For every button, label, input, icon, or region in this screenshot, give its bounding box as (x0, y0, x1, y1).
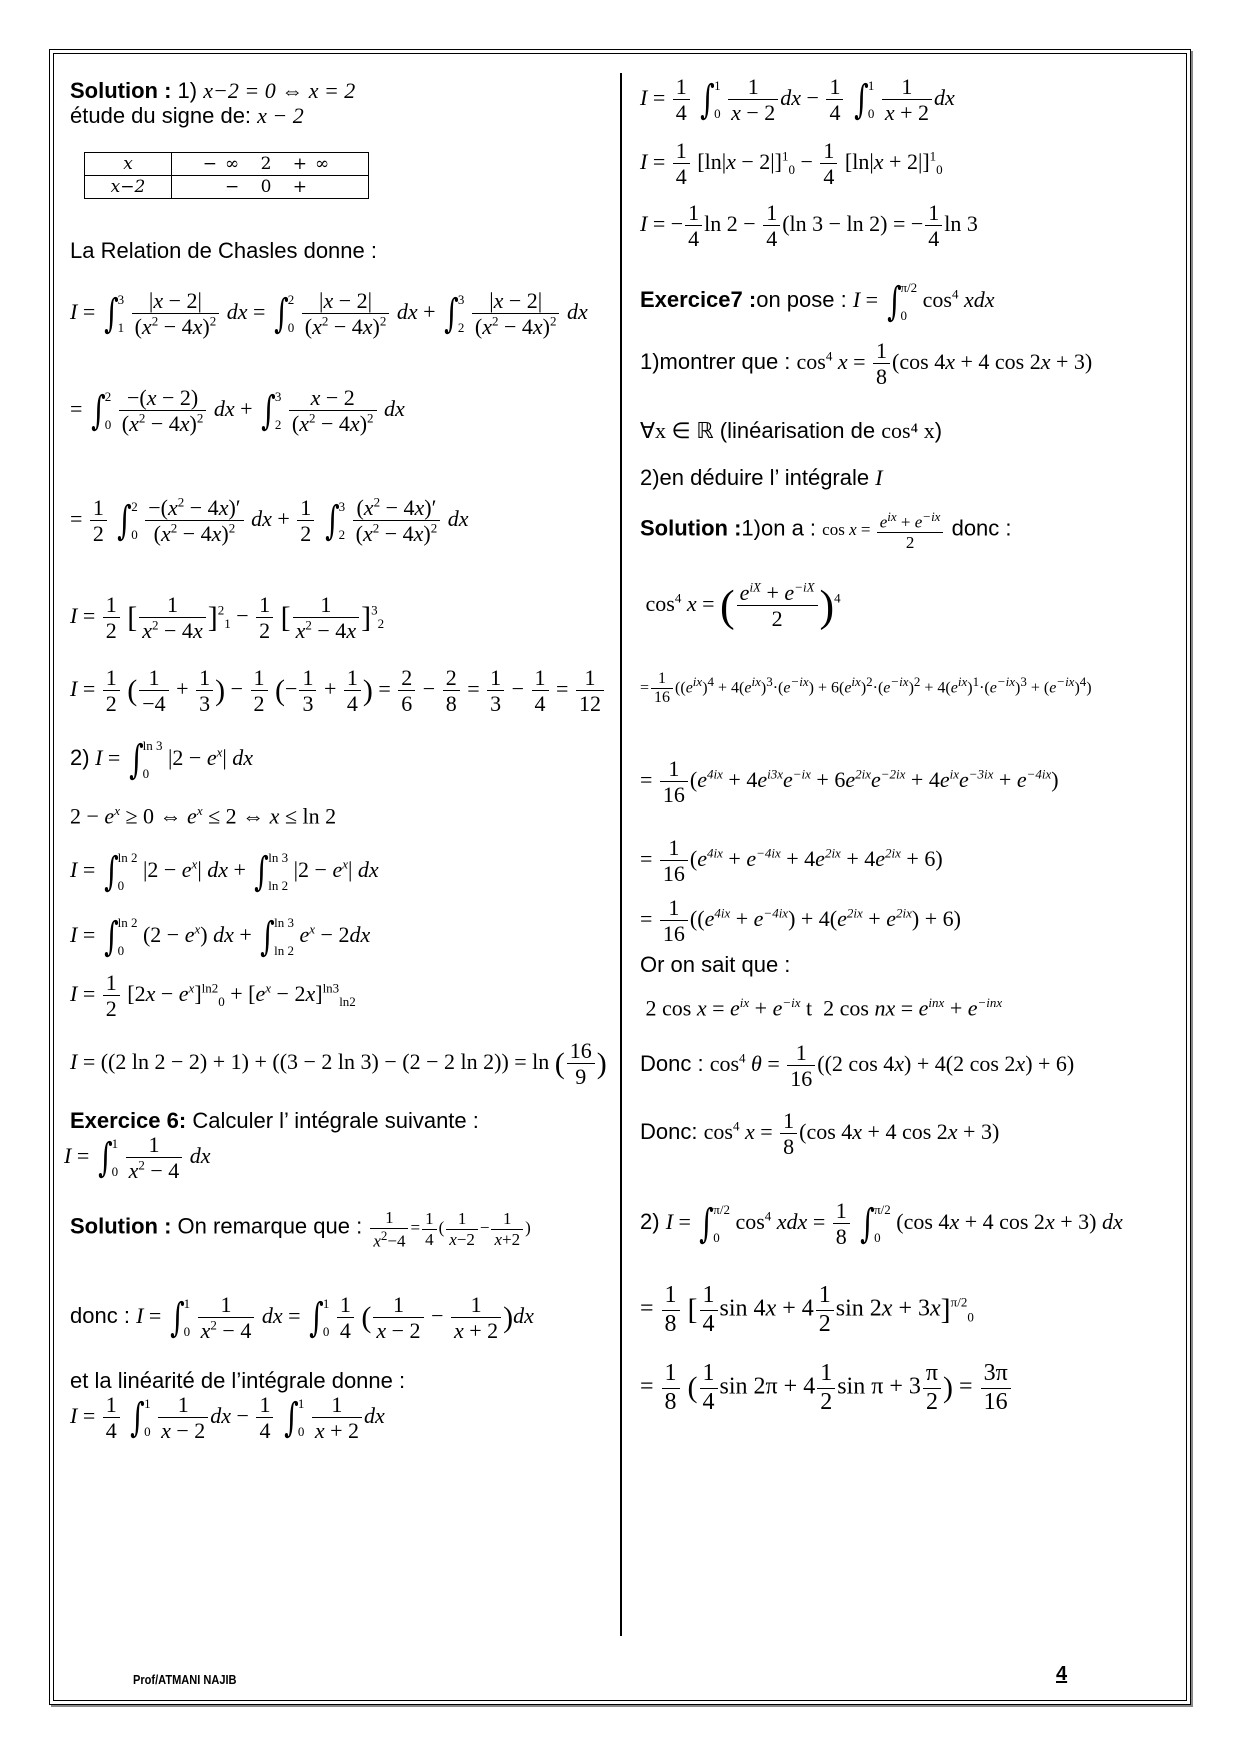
part-2-integral: 2) I = ∫ π/2 0 $\cos^4$ xdx = $\frac{1}{8}$ ∫ π/2 0 (cos 4x + 4 cos 2x + 3) dx (640, 1198, 1123, 1250)
donc-line: donc : I = ∫ 1 0 $\frac{1}{x^2 - 4}$ dx = ∫ 1 0 $\frac{1}{4}$ ( $\frac{1}{x - 2}$ − $\frac{1}{x + 2}$ )dx (70, 1292, 534, 1344)
column-divider (620, 73, 622, 1636)
question-2: 2)en déduire l’ intégrale I (640, 465, 883, 490)
r-equation-5: = $\frac{1}{16}$ $((e^{ix})^4 + 4(e^{ix})^3\cdot(e^{-ix}) + 6(e^{ix})^2\cdot(e^{-ix})^2 + 4(e^{ix})^1\cdot(e^{-ix})^3 + (e^{-ix})^4)$ (640, 670, 1092, 707)
sign-table-row: x−2 − 0 + (85, 176, 369, 199)
equation-10: I = ((2 ln 2 − 2) + 1) + ((3 − 2 ln 3) − (2 − 2 ln 2)) = ln ( $\frac{16}{9}$ ) (70, 1038, 607, 1090)
part-2-statement: 2) I = ∫ ln 3 0 $|2 - e^x|$ dx (70, 737, 254, 783)
r-equation-11: = $\frac{1}{8}$ ( $\frac{1}{4}$ sin 2π + 4 $\frac{1}{2}$ sin π + 3 $\frac{\pi}{2}$ ) = $\frac{3\pi}{16}$ (640, 1360, 1013, 1416)
exercise-7-heading: Exercice7 :on pose : I = ∫ π/2 0 $\cos^4$ xdx (640, 279, 995, 325)
equation-6: $2 - e^x \ge 0$ ⇔ $e^x \le 2$ ⇔ x ≤ ln 2 (70, 803, 337, 829)
or-text: Or on sait que : (640, 952, 791, 977)
exercise-6-integral: I = ∫ 1 0 $\frac{1}{x^2 - 4}$ dx (64, 1132, 211, 1184)
r-equation-7: = $\frac{1}{16}$ $(e^{4ix} + e^{-4ix} + 4e^{2ix} + 4e^{2ix} + 6)$ (640, 835, 943, 887)
sign-study-line: étude du signe de: x − 2 (70, 103, 304, 128)
equation-2: = ∫ 2 0 $\frac{-(x - 2)}{(x^2 - 4x)^2}$ dx + ∫ 3 2 $\frac{x - 2}{(x^2 - 4x)^2}$ dx (70, 385, 405, 437)
donc-theta-line: Donc : $\cos^4 \theta$ = $\frac{1}{16}$ ((2 cos 4x) + 4(2 cos 2x) + 6) (640, 1040, 1075, 1092)
equation-5: I = $\frac{1}{2}$ ( $\frac{1}{-4}$ + $\frac{1}{3}$ ) − $\frac{1}{2}$ (− $\frac{1}{3}$ + $\frac{1}{4}$ ) = $\frac{2}{6}$ − $\frac{2}{8}$ = $\frac{1}{3}$ − $\frac{1}{4}$ = $\frac{1}{12}$ (70, 665, 606, 717)
exercise-6-heading: Exercice 6: Calculer l’ intégrale suivante : (70, 1108, 479, 1133)
question-1: 1)montrer que : $\cos^4 x$ = $\frac{1}{8}$ (cos 4x + 4 cos 2x + 3) (640, 338, 1093, 390)
linearity-equation: I = $\frac{1}{4}$ ∫ 1 0 $\frac{1}{x - 2}$ dx − $\frac{1}{4}$ ∫ 1 0 $\frac{1}{x + 2}$ dx (70, 1392, 385, 1444)
solution-1-heading: Solution : 1) x−2 = 0 ⇔ x = 2 (70, 78, 356, 103)
r-equation-6: = $\frac{1}{16}$ $(e^{4ix} + 4e^{i3x}e^{-ix} + 6e^{2ix}e^{-2ix} + 4e^{ix}e^{-3ix} + e^{-4ix})$ (640, 756, 1059, 808)
sign-table-row: x −∞ 2 +∞ (85, 153, 369, 176)
donc-result-line: Donc: $\cos^4 x$ = $\frac{1}{8}$ (cos 4x + 4 cos 2x + 3) (640, 1108, 1000, 1160)
r-equation-2: I = $\frac{1}{4}$ $[\ln|x - 2|]^1_0$ − $\frac{1}{4}$ $[\ln|x + 2|]^1_0$ (640, 138, 943, 190)
equation-3: = $\frac{1}{2}$ ∫ 2 0 $\frac{-(x^2 - 4x)'}{(x^2 - 4x)^2}$ dx + $\frac{1}{2}$ ∫ 3 2 $\frac{(x^2 - 4x)'}{(x^2 - 4x)^2}$ dx (70, 494, 469, 547)
page-number: 4 (1056, 1663, 1068, 1685)
equation-1: I = ∫ 3 1 $\frac{|x - 2|}{(x^2 - 4x)^2}$ dx = ∫ 2 0 $\frac{|x - 2|}{(x^2 - 4x)^2}$ dx + ∫ 3 2 $\frac{|x - 2|}{(x^2 - 4x)^2}$ dx (70, 288, 588, 340)
equation-9: I = $\frac{1}{2}$ $[2x - e^x]^{ln2}_0 + [e^x - 2x]^{ln3}_{ln2}$ (70, 970, 356, 1022)
r-equation-8: = $\frac{1}{16}$ $((e^{4ix} + e^{-4ix}) + 4(e^{2ix} + e^{2ix}) + 6)$ (640, 895, 961, 947)
chasles-text: La Relation de Chasles donne : (70, 238, 377, 263)
equation-8: I = ∫ ln 2 0 $(2 - e^x)$ dx + ∫ ln 3 ln 2 $e^x - 2dx$ (70, 914, 371, 960)
linearisation-note: ∀x ∈ ℝ (linéarisation de cos⁴ x) (640, 418, 943, 443)
r-equation-10: = $\frac{1}{8}$ [ $\frac{1}{4}$ sin 4x + 4 $\frac{1}{2}$ sin 2x + 3x]$^{\pi/2}_0$ (640, 1282, 974, 1337)
solution-7-line: Solution :1)on a : cos x = $\frac{e^{ix} + e^{-ix}}{2}$ donc : (640, 509, 1012, 553)
math-expression: x−2 = 0 ⇔ x = 2 (203, 78, 356, 103)
linearity-text: et la linéarité de l’intégrale donne : (70, 1368, 406, 1393)
author-footer: Prof/ATMANI NAJIB (133, 1672, 237, 1687)
r-equation-3: I = − $\frac{1}{4}$ ln 2 − $\frac{1}{4}$ (ln 3 − ln 2) = − $\frac{1}{4}$ ln 3 (640, 200, 978, 252)
r-equation-1: I = $\frac{1}{4}$ ∫ 1 0 $\frac{1}{x - 2}$ dx − $\frac{1}{4}$ ∫ 1 0 $\frac{1}{x + 2}$ dx (640, 74, 955, 126)
sign-table (84, 152, 369, 199)
r-equation-9: 2 $\cos x = e^{ix} + e^{-ix}$ t 2 cos nx = $e^{inx} + e^{-inx}$ (640, 995, 1003, 1021)
solution-6-line: Solution : On remarque que : $\frac{1}{x^2-4}$ = $\frac{1}{4}$ ( $\frac{1}{x-2}$ − $\frac{1}{x+2}$ ) (70, 1208, 531, 1251)
equation-7: I = ∫ ln 2 0 $|2 - e^x|$ dx + ∫ ln 3 ln 2 $|2 - e^x|$ dx (70, 849, 379, 895)
equation-4: I = $\frac{1}{2}$ [ $\frac{1}{x^2 - 4x}$ ]$^2_1$ − $\frac{1}{2}$ [ $\frac{1}{x^2 - 4x}$ ]$^3_2$ (70, 592, 385, 644)
r-equation-4: $\cos^4 x$ = ( $\frac{e^{iX} + e^{-iX}}{2}$ )$^4$ (640, 579, 841, 632)
